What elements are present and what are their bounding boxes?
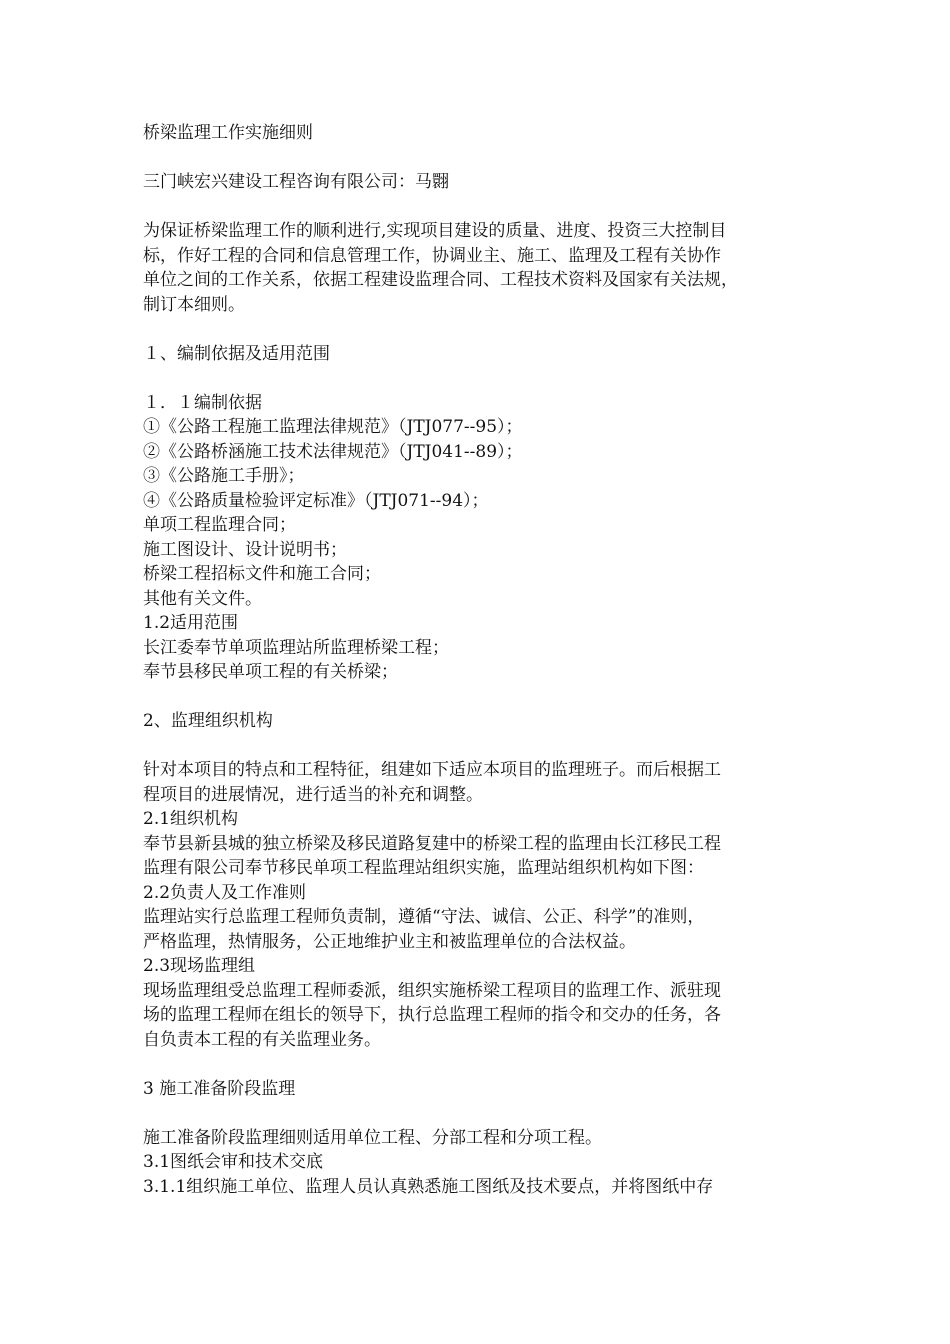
- section3-intro: 施工准备阶段监理细则适用单位工程、分部工程和分项工程。: [143, 1127, 602, 1148]
- intro-line: 单位之间的工作关系，依据工程建设监理合同、工程技术资料及国家有关法规，: [143, 270, 738, 290]
- intro-line: 为保证桥梁监理工作的顺利进行,实现项目建设的质量、进度、投资三大控制目: [143, 221, 727, 241]
- paragraph-line: 自负责本工程的有关监理业务。: [143, 1029, 381, 1050]
- section2-intro-line: 程项目的进展情况，进行适当的补充和调整。: [143, 784, 483, 805]
- section2-intro-line: 针对本项目的特点和工程特征，组建如下适应本项目的监理班子。而后根据工: [143, 760, 721, 780]
- section3-1-heading: 3.1图纸会审和技术交底: [143, 1152, 324, 1172]
- section2-2-heading: 2.2负责人及工作准则: [143, 882, 307, 903]
- basis-item: ①《公路工程施工监理法律规范》（JTJ077--95）；: [143, 417, 523, 437]
- intro-line: 制订本细则。: [143, 294, 245, 315]
- section2-heading: 2、监理组织机构: [143, 711, 273, 731]
- document-page: [143, 121, 823, 1199]
- basis-item: 桥梁工程招标文件和施工合同；: [143, 564, 381, 584]
- section3-1-1-line: 3.1.1组织施工单位、监理人员认真熟悉施工图纸及技术要点，并将图纸中存: [143, 1176, 714, 1197]
- basis-item: 其他有关文件。: [143, 588, 262, 609]
- section1-1-heading: １．１编制依据: [143, 392, 262, 413]
- paragraph-line: 监理站实行总监理工程师负责制，遵循“守法、诚信、公正、科学”的准则，: [143, 907, 705, 927]
- paragraph-line: 现场监理组受总监理工程师委派，组织实施桥梁工程项目的监理工作、派驻现: [143, 980, 721, 1001]
- document-title: 桥梁监理工作实施细则: [143, 123, 313, 143]
- basis-item: ④《公路质量检验评定标准》（JTJ071--94）；: [143, 490, 489, 511]
- paragraph-line: 场的监理工程师在组长的领导下，执行总监理工程师的指令和交办的任务，各: [143, 1005, 721, 1025]
- basis-item: 单项工程监理合同；: [143, 515, 296, 535]
- section2-3-heading: 2.3现场监理组: [143, 956, 256, 976]
- section1-2-heading: 1.2适用范围: [143, 613, 239, 633]
- section3-heading: 3 施工准备阶段监理: [143, 1078, 296, 1099]
- intro-line: 标，作好工程的合同和信息管理工作，协调业主、施工、监理及工程有关协作: [143, 245, 721, 266]
- scope-item: 奉节县移民单项工程的有关桥梁；: [143, 662, 398, 682]
- paragraph-line: 奉节县新县城的独立桥梁及移民道路复建中的桥梁工程的监理由长江移民工程: [143, 833, 721, 854]
- basis-item: ②《公路桥涵施工技术法律规范》（JTJ041--89）；: [143, 441, 523, 462]
- basis-item: 施工图设计、设计说明书；: [143, 539, 347, 560]
- document-author: 三门峡宏兴建设工程咨询有限公司：马翾: [143, 172, 449, 192]
- paragraph-line: 监理有限公司奉节移民单项工程监理站组织实施，监理站组织机构如下图：: [143, 858, 704, 878]
- paragraph-line: 严格监理，热情服务，公正地维护业主和被监理单位的合法权益。: [143, 931, 636, 952]
- scope-item: 长江委奉节单项监理站所监理桥梁工程；: [143, 637, 449, 658]
- section2-1-heading: 2.1组织机构: [143, 809, 239, 829]
- basis-item: ③《公路施工手册》；: [143, 466, 305, 486]
- section1-heading: １、编制依据及适用范围: [143, 343, 330, 364]
